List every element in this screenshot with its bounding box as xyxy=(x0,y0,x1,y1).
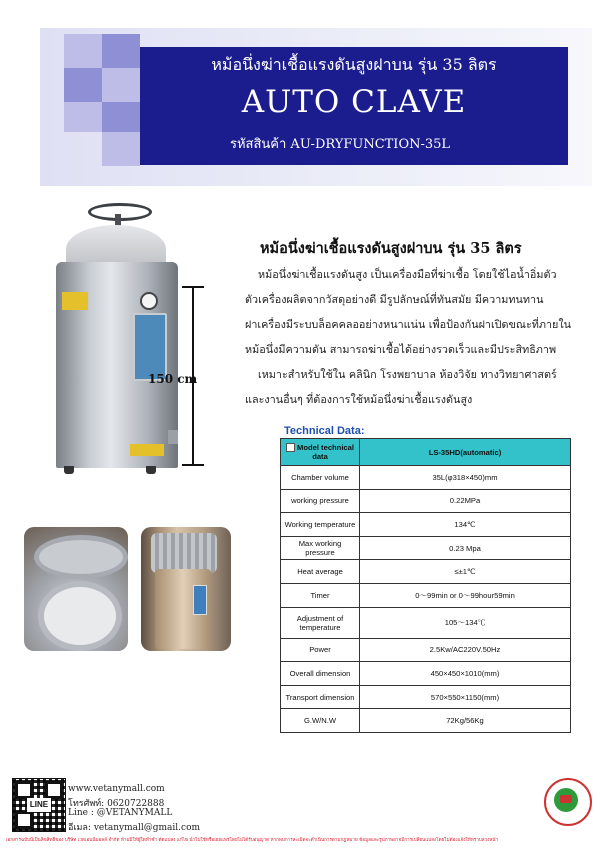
spec-value: 134℃ xyxy=(360,513,571,537)
table-row xyxy=(281,466,571,490)
spec-value: 2.5Kw/AC220V.50Hz xyxy=(360,638,571,662)
pressure-gauge-icon xyxy=(140,292,158,310)
spec-label: Heat average xyxy=(281,560,360,584)
product-name: AUTO CLAVE xyxy=(241,84,467,120)
height-label: 150 cm xyxy=(148,372,198,386)
line-id[interactable]: Line : @VETANYMALL xyxy=(68,808,173,818)
spec-value: 0.22MPa xyxy=(360,489,571,513)
table-row xyxy=(281,489,571,513)
warning-label xyxy=(130,444,164,456)
description-heading: หม้อนึ่งฆ่าเชื้อแรงดันสูงฝาบน รุ่น 35 ลิตร xyxy=(260,240,522,257)
spec-value: 105～134℃ xyxy=(360,607,571,638)
spec-label: Max working pressure xyxy=(281,536,360,560)
table-row xyxy=(281,536,571,560)
description-line: ตัวเครื่องผลิตจากวัสดุอย่างดี มีรูปลักษณ์ที่ทันสมัย มีความทนทาน xyxy=(245,293,544,306)
table-row xyxy=(281,560,571,584)
caster-wheel xyxy=(146,466,156,474)
table-row xyxy=(281,607,571,638)
logo-cart-icon xyxy=(560,795,572,803)
spec-label: working pressure xyxy=(281,489,360,513)
tech-table xyxy=(280,438,571,733)
table-row xyxy=(281,709,571,733)
qr-finder xyxy=(15,811,33,829)
banner-square xyxy=(102,132,140,166)
qr-finder xyxy=(45,781,63,799)
copyright-notice: เอกสารฉบับนี้เป็นลิขสิทธิ์ของ บริษัท เวตเอนนี่มอลล์ จำกัด ห้ามมิให้ผู้ใดทำซ้ำ ดัดแปลง แก้ไข นำไปใช้หรือเผยแพร่โดยไม่ได้รับอนุญาต หากพบการละเมิดจะดำเนินการตามกฎหมาย ข้อมูลและรูปภาพอาจมีการเปลี่ยนแปลงโดยไม่ต้องแจ้งให้ทราบล่วงหน้า xyxy=(6,838,499,843)
phone-number[interactable]: โทรศัพท์: 0620722888 xyxy=(68,799,165,809)
email-link[interactable]: อีเมล: vetanymall@gmail.com xyxy=(68,823,201,833)
banner-square xyxy=(64,102,102,132)
table-header-cell: Model technical data xyxy=(281,439,360,466)
table-row xyxy=(281,662,571,686)
description-line: หม้อนึ่งมีความดัน สามารถฆ่าเชื้อได้อย่างรวดเร็วและมีประสิทธิภาพ xyxy=(245,343,557,356)
spec-label: Timer xyxy=(281,583,360,607)
description-line: ฝาเครื่องมีระบบล็อคคลออย่างหนาแน่น เพื่อป้องกันฝาเปิดขณะที่ภายใน xyxy=(245,318,572,331)
spec-label: Adjustment of temperature xyxy=(281,607,360,638)
table-row xyxy=(281,638,571,662)
chamber-rim xyxy=(34,535,128,579)
checkbox-icon xyxy=(286,443,295,452)
table-header-row xyxy=(281,439,571,466)
line-logo-icon: LINE xyxy=(27,798,51,812)
banner-square xyxy=(102,68,140,102)
spec-value: 450×450×1010(mm) xyxy=(360,662,571,686)
spec-value: 72Kg/56Kg xyxy=(360,709,571,733)
banner-square xyxy=(102,34,140,68)
machine-control-panel xyxy=(193,585,207,615)
caster-wheel xyxy=(64,466,74,474)
spec-label: Chamber volume xyxy=(281,466,360,490)
spec-value: 35L(φ318×450)mm xyxy=(360,466,571,490)
machine-top xyxy=(151,533,217,573)
spec-value: ≤±1℃ xyxy=(360,560,571,584)
banner-square xyxy=(102,102,140,132)
spec-label: Transport dimension xyxy=(281,685,360,709)
tech-title: Technical Data: xyxy=(284,425,365,437)
qr-finder xyxy=(15,781,33,799)
basket-ring xyxy=(38,581,122,651)
table-row xyxy=(281,685,571,709)
table-header-cell: LS-35HD(automatic) xyxy=(360,439,571,466)
dimension-tick-bottom xyxy=(182,464,204,466)
machine-photo xyxy=(141,527,231,651)
company-logo xyxy=(544,778,592,826)
spec-value: 0～99min or 0～99hour59min xyxy=(360,583,571,607)
spec-value: 0.23 Mpa xyxy=(360,536,571,560)
banner-title: หม้อนึ่งฆ่าเชื้อแรงดันสูงฝาบน รุ่น 35 ลิตร xyxy=(211,55,497,74)
description-line: และงานอื่นๆ ที่ต้องการใช้หม้อนึ่งฆ่าเชื้อแรงดันสูง xyxy=(245,393,473,406)
banner-square xyxy=(64,68,102,102)
table-row xyxy=(281,513,571,537)
spec-label: G.W/N.W xyxy=(281,709,360,733)
spec-label: Working temperature xyxy=(281,513,360,537)
description-line: หม้อนึ่งฆ่าเชื้อแรงดันสูง เป็นเครื่องมือที่ฆ่าเชื้อ โดยใช้ไอน้ำอิ่มตัว xyxy=(258,268,557,281)
description-line: เหมาะสำหรับใช้ใน คลินิก โรงพยาบาล ห้องวิจัย ทางวิทยาศาสตร์ xyxy=(258,368,557,381)
product-code: รหัสสินค้า AU-DRYFUNCTION-35L xyxy=(230,137,451,152)
website-link[interactable]: www.vetanymall.com xyxy=(68,784,165,794)
warning-label xyxy=(62,292,88,310)
drain-valve-icon xyxy=(168,430,178,444)
control-panel xyxy=(133,313,167,381)
table-row xyxy=(281,583,571,607)
qr-code[interactable] xyxy=(12,778,66,832)
spec-value: 570×550×1150(mm) xyxy=(360,685,571,709)
spec-label: Overall dimension xyxy=(281,662,360,686)
banner-square xyxy=(64,34,102,68)
spec-label: Power xyxy=(281,638,360,662)
chamber-photo xyxy=(24,527,128,651)
